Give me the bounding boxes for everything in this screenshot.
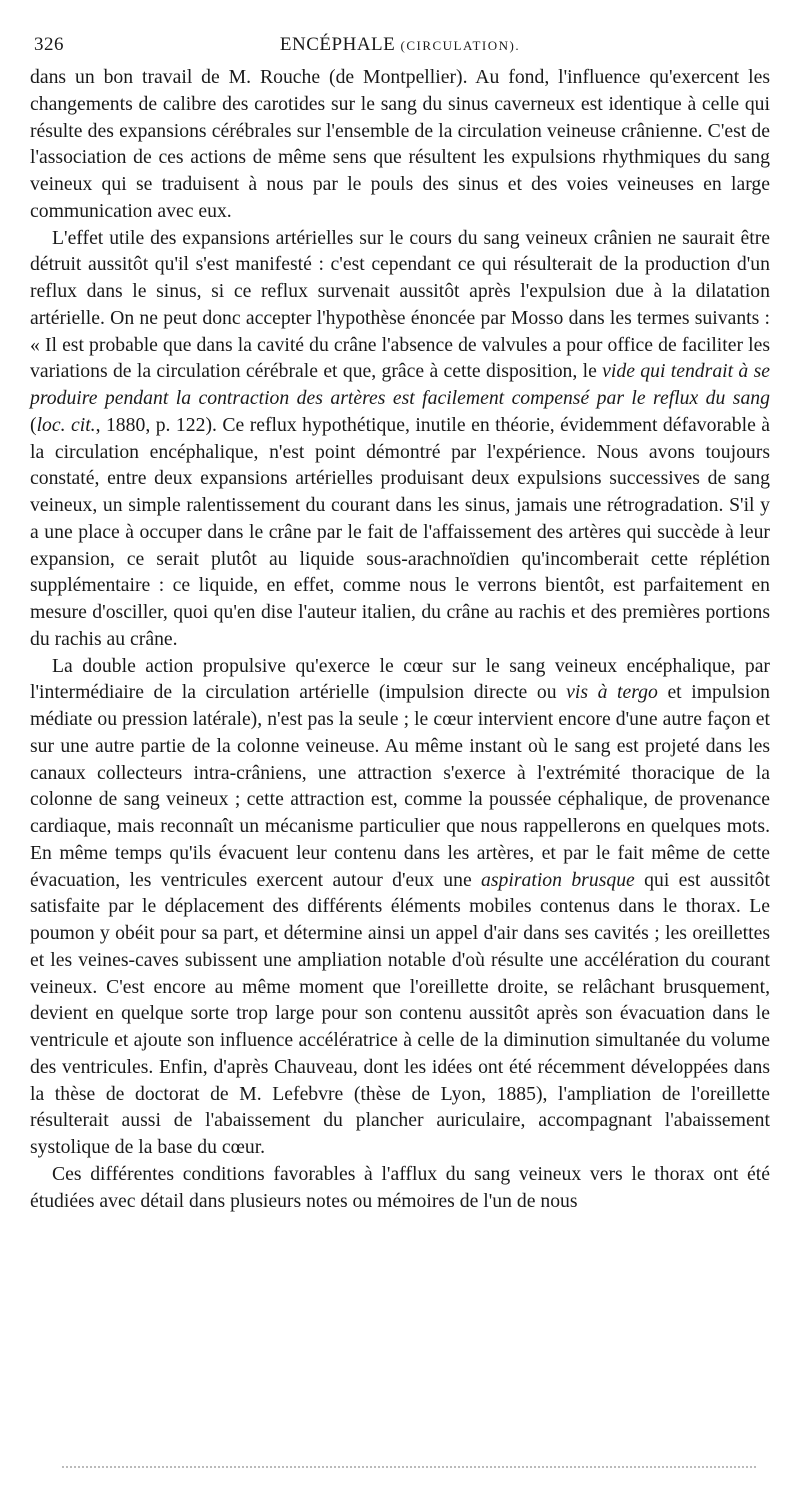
paragraph-2: [30, 225, 770, 653]
paragraph-2-quote-italic: vide qui tendrait à se produire pendant la contraction des artères est facilement compensé par le reflux du sang: [30, 360, 770, 409]
paragraph-3-text-e: qui est aussitôt satisfaite par le déplacement des différents éléments mobiles contenus dans le thorax. Le poumon y obéit pour sa part, et détermine ainsi un appel d'air dans ses cavités ; les oreillettes et les veines-caves subissent une ampliation notable d'où résulte une accélération du courant veineux. C'est encore au même moment que l'oreillette droite, se relâchant brusquement, devient en quelque sorte trop large pour son contenu aussitôt après son évacuation dans le ventricule et ajoute son influence accélératrice à celle de la diminution simultanée du volume des ventricules. Enfin, d'après Chauveau, dont les idées ont été récemment développées dans la thèse de doctorat de M. Lefebvre (thèse de Lyon, 1885), l'ampliation de l'oreillette résulterait aussi de l'abaissement du plancher auriculaire, accompagnant l'abaissement systolique de la base du cœur.: [30, 868, 770, 1158]
running-title-main: ENCÉPHALE: [279, 34, 396, 55]
paragraph-1: dans un bon travail de M. Rouche (de Montpellier). Au fond, l'influence qu'exercent les changements de calibre des carotides sur le sang du sinus caverneux est identique à celle qui résulte des expansions cérébrales sur l'ensemble de la circulation veineuse crânienne. C'est de l'association de ces actions de même sens que résultent les expulsions rhythmiques du sang veineux qui se traduisent à nous par le pouls des sinus et des voies veineuses en large communication avec eux.: [30, 66, 770, 222]
footer-rule: [62, 1466, 756, 1468]
body-text: [30, 64, 770, 1214]
page: [30, 30, 770, 1214]
paragraph-3: [30, 653, 770, 1161]
paragraph-2-text-a: L'effet utile des expansions artérielles sur le cours du sang veineux crânien ne saurait être détruit aussitôt qu'il s'est manifesté : c'est cependant ce qui résulterait de la production d'un reflux dans le sinus, si ce reflux survenait aussitôt après l'expulsion due à la dilatation artérielle. On ne peut donc accepter l'hypothèse énoncée par Mosso dans les termes suivants : « Il est probable que dans la cavité du crâne l'absence de valvules a pour office de faciliter les variations de la circulation cérébrale et que, grâce à cette disposition, le: [30, 226, 770, 383]
running-title: [30, 34, 770, 56]
paragraph-2-text-e: , 1880, p. 122). Ce reflux hypothétique, inutile en théorie, évidemment défavorable à la circulation encéphalique, n'est point démontré par l'expérience. Nous avons toujours constaté, entre deux expansions artérielles produisant deux expulsions successives de sang veineux, un simple ralentissement du courant dans les sinus, jamais une rétrogradation. S'il y a une place à occuper dans le crâne par le fait de l'affaissement des artères qui succède à leur expansion, ce serait plutôt au liquide sous-arachnoïdien qu'incomberait cette réplétion supplémentaire : ce liquide, en effet, comme nous le verrons bientôt, est parfaitement en mesure d'osciller, quoi qu'en dise l'auteur italien, du crâne au rachis et des premières portions du rachis au crâne.: [30, 413, 771, 650]
running-title-subtitle: (CIRCULATION).: [400, 38, 521, 53]
paragraph-3-aspiration-brusque: aspiration brusque: [481, 868, 635, 891]
paragraph-3-text-c: et impulsion médiate ou pression latérale), n'est pas la seule ; le cœur intervient encore d'une autre façon et sur une autre partie de la colonne veineuse. Au même instant où le sang est projeté dans les canaux collecteurs intra-crâniens, une attraction s'exerce à l'extrémité thoracique de la colonne de sang veineux ; cette attraction est, comme la poussée céphalique, de provenance cardiaque, mais reconnaît un mécanisme particulier que nous rappellerons en quelques mots. En même temps qu'ils évacuent leur contenu dans les artères, et par le fait même de cette évacuation, les ventricules exercent autour d'eux une: [30, 681, 771, 891]
paragraph-2-text-c: (: [30, 413, 37, 436]
running-head: [30, 30, 770, 64]
paragraph-2-citation-italic: loc. cit.: [36, 413, 96, 436]
paragraph-3-vis-a-tergo: vis à tergo: [566, 681, 658, 704]
paragraph-3-text-a: La double action propulsive qu'exerce le cœur sur le sang veineux encéphalique, par l'intermédiaire de la circulation artérielle (impulsion directe ou: [30, 654, 770, 704]
page-number: 326: [34, 34, 64, 55]
paragraph-4: Ces différentes conditions favorables à l'afflux du sang veineux vers le thorax ont été étudiées avec détail dans plusieurs notes ou mémoires de l'un de nous: [30, 1162, 770, 1212]
